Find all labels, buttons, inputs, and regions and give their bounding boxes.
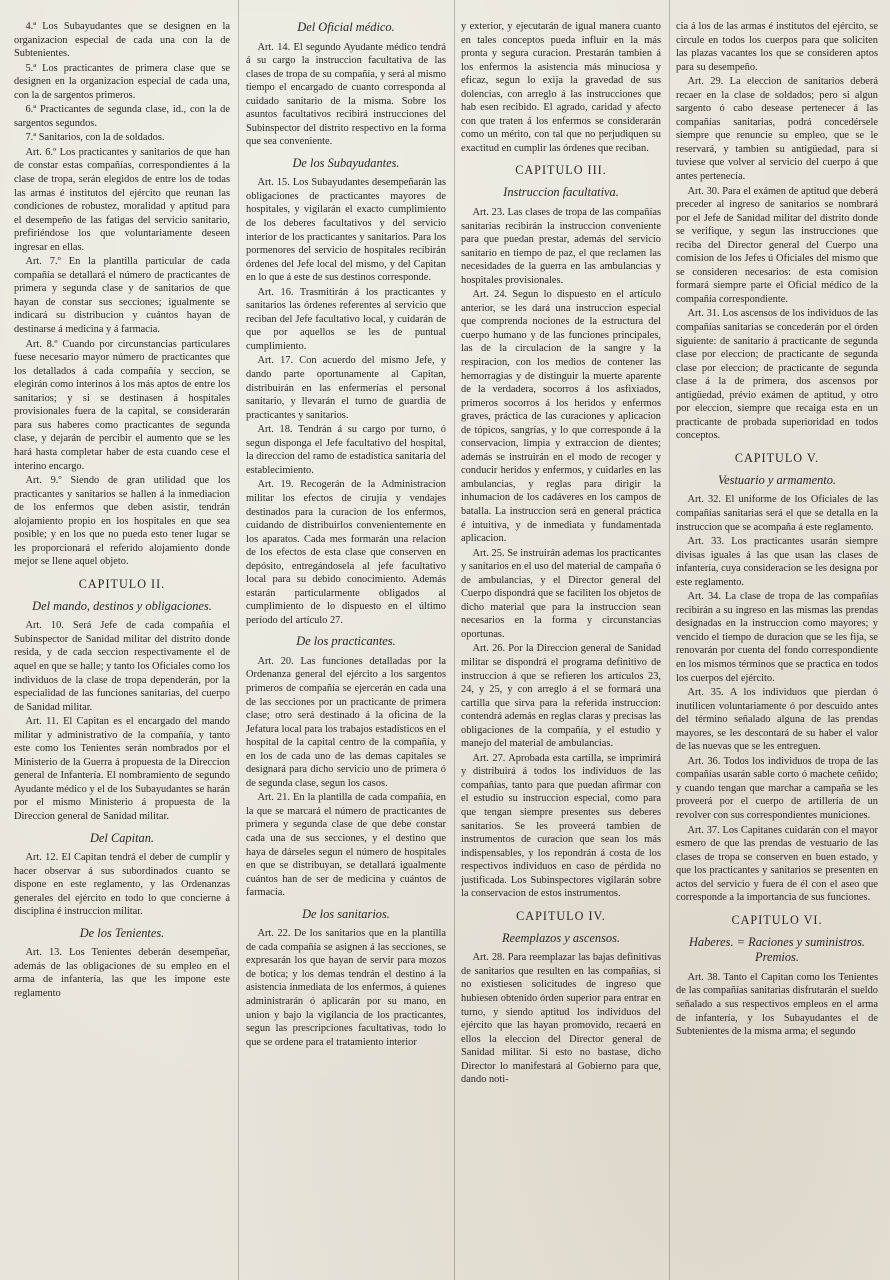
- section-heading: De los Subayudantes.: [292, 155, 400, 170]
- paragraph: Art. 7.º En la plantilla particular de cada compañía se detallará el número de practicantes de primera y segunda clase y de sanitarios de que hayan de constar sus secciones; igualmente se indicará su distribucion y cuántos hayan de destinarse á medicina y á farmacia.: [14, 256, 230, 336]
- chapter-heading: CAPITULO VI.: [731, 912, 823, 927]
- column-rule: [669, 0, 670, 1280]
- column-4: [676, 20, 878, 1270]
- section-heading: De los Tenientes.: [79, 925, 165, 940]
- paragraph: Art. 10. Será Jefe de cada compañía el Subinspector de Sanidad militar del distrito donde resida, y de cada seccion respectivamente el de aquel en que se halle; y tanto los Oficiales como los individuos de la clase de tropa dependerán, por la especialidad de las funciones sanitarias, del cuerpo de Sanidad militar.: [14, 620, 230, 713]
- paragraph: Art. 37. Los Capitanes cuidarán con el mayor esmero de que las prendas de vestuario de las clases de tropa se conserven en buen estado, y que los practicantes y sanitarios se presenten en actos del servicio y fuera de él con el aseo que corresponde a la importancia de sus funciones.: [676, 824, 878, 904]
- section-heading: De los practicantes.: [296, 634, 396, 649]
- paragraph: Art. 38. Tanto el Capitan como los Tenientes de las compañías sanitarias disfrutarán el sueldo señalado a sus respectivos empleos en el arma de infantería, y los Subayudantes el de Subtenientes de la misma arma; el segundo: [676, 971, 878, 1038]
- column-2: [246, 20, 446, 1270]
- chapter-heading: CAPITULO II.: [78, 576, 166, 591]
- paragraph: Art. 23. Las clases de tropa de las compañías sanitarias recibirán la instruccion conveniente para que puedan prestar, además del servicio sanitario en tiempo de paz, el que reclamen las necesidades de la guerra en las ambulancias y hospitales provisionales.: [461, 206, 661, 286]
- paragraph: Art. 22. De los sanitarios que en la plantilla de cada compañía se asignen á las secciones, se expresarán los que hayan de servir para mozos de botica; y los demas tendrán el destino á la asistencia inmediata de los enfermos, á quienes administrarán ó aplicarán por su mano, en union y bajo la vigilancia de los practicantes, segun las prescripciones facultativas, todo lo que se ordene para el tratamiento interior: [246, 928, 446, 1048]
- paragraph: Art. 35. A los individuos que pierdan ó inutilicen voluntariamente ó por descuido antes del término señalado alguna de las prendas mayores, se les descontará de su haber el valor de las nuevas que se les entreguen.: [676, 687, 878, 753]
- column-3: [461, 20, 661, 1270]
- paragraph: Art. 33. Los practicantes usarán siempre divisas iguales á las que usan las clases de infantería, cuya consideracion se les designa por este reglamento.: [676, 536, 878, 588]
- paragraph: Art. 29. La eleccion de sanitarios deberá recaer en la clase de soldados; pero si algun sargento ó cabo desease pertenecer á las compañías sanitarias, podrá concedérsele siempre que renuncie su empleo, que se le reservará, y tambien su antigüedad, para si tuviese que volver al servicio del cuerpo á que antes pertenecía.: [676, 76, 878, 183]
- chapter-title: Instruccion facultativa.: [503, 185, 619, 200]
- paragraph: 6.ª Practicantes de segunda clase, id., con la de sargentos segundos.: [14, 104, 230, 129]
- paragraph: Art. 8.º Cuando por circunstancias particulares fuese necesario mayor número de practicantes que los detallados á cada compañía y seccion, se elegirán como interinos á los más aptos de entre los sanitarios; y si se destinasen á hospitales provisionales fuera de la capital, se considerarán para sus haberes como practicantes de segunda clase, y dejarán de percibir el aumento que se les hará hasta completar haber de esta cuando cese el interino encargo.: [14, 338, 230, 472]
- paragraph: 7.ª Sanitarios, con la de soldados.: [25, 132, 165, 144]
- paragraph: 4.ª Los Subayudantes que se designen en la organizacion especial de cada una con la de Subtenientes.: [14, 21, 230, 60]
- paragraph: Art. 27. Aprobada esta cartilla, se imprimirá y distribuirá á todos los individuos de las compañías, tanto para que puedan afirmar con el estudio su instruccion especial, como para que tengan siempre presentes sus deberes sanitarios. Se les proveerá tambien de instrumentos de curacion que sean los más indispensables, y los repondrán á costa de los respectivos individuos en caso de pérdida no justificada. Los Subinspectores vigilarán sobre la conservacion de estos instrumentos.: [461, 752, 661, 900]
- chapter-title: Reemplazos y ascensos.: [501, 930, 621, 945]
- paragraph: Art. 21. En la plantilla de cada compañía, en la que se marcará el número de practicantes de primera y segunda clase de que debe constar cada una de sus secciones, y el destino que haya de dárseles segun el número de hospitales en que se distribuyan, se detallará igualmente cuántos han de ser de medicina y cuántos de farmacia.: [246, 792, 446, 899]
- paragraph: Art. 15. Los Subayudantes desempeñarán las obligaciones de practicantes mayores de hospitales, y vigilarán el exacto cumplimiento de los deberes facultativos y del servicio interior de los practicantes y sanitarios. Para los pormenores del servicio de hospitales recibirán órdenes del Jefe local del mismo, y del Capitan en lo que á este de sus destinos corresponde.: [246, 177, 446, 284]
- paragraph: Art. 34. La clase de tropa de las compañías recibirán a su ingreso en las mismas las prendas designadas en la instruccion como mayores; y vencido el tiempo de duracion que se les fija, se renovarán por cuenta del fondo correspondiente en los mismos términos que se practica en todos los cuerpos del ejército.: [676, 591, 878, 684]
- chapter-heading: CAPITULO V.: [734, 450, 820, 465]
- chapter-title: Del mando, destinos y obligaciones.: [32, 598, 212, 613]
- chapter-title: Haberes. = Raciones y suministros. Premios.: [688, 934, 866, 965]
- chapter-heading: CAPITULO III.: [515, 163, 607, 178]
- paragraph-continued: cia á los de las armas é institutos del ejército, se circule en todos los cuerpos para que soliciten las plazas vacantes los que se consideren aptos para su desempeño.: [676, 21, 878, 73]
- paragraph: Art. 25. Se instruirán ademas los practicantes y sanitarios en el uso del material de campaña ó de ambulancias, y el Director general del Cuerpo dispondrá que se faciliten los objetos de dicho material que para la instruccion sean necesarios en la forma y circunstancias oportunas.: [461, 547, 661, 640]
- paragraph: Art. 30. Para el exámen de aptitud que deberá preceder al ingreso de sanitarios se nombrará por el Jefe de Sanidad militar del distrito donde se verifique, y segun las instrucciones que reciba del Director general del Cuerpo una comision de los Jefes ú Oficiales del mismo que se consideren necesarios: de esta comision formará siempre parte el Oficial médico de la compañía correspondiente.: [676, 185, 878, 305]
- paragraph: Art. 13. Los Tenientes deberán desempeñar, además de las obligaciones de su empleo en el arma de infantería, las que les impone este reglamento: [14, 947, 230, 999]
- paragraph: Art. 12. El Capitan tendrá el deber de cumplir y hacer observar á sus subordinados cuanto se dispone en este reglamento, y las Ordenanzas generales del ejército en todo lo que concierne á disciplina é instruccion militar.: [14, 852, 230, 918]
- paragraph: Art. 16. Trasmitirán á los practicantes y sanitarios las órdenes referentes al servicio que reciban del Jefe facultativo local, y cuidarán de que por aquellos se les de puntual cumplimiento.: [246, 286, 446, 352]
- paragraph: Art. 11. El Capitan es el encargado del mando militar y administrativo de la compañía, y tanto este como los Tenientes serán nombrados por el Ministerio de la Guerra á propuesta de la Direccion general de Infantería. El nombramiento de segundo Ayudante médico y el de los Subayudantes se harán por el mismo Ministerio á propuesta de la Direccion general de Sanidad militar.: [14, 716, 230, 823]
- paragraph: Art. 17. Con acuerdo del mismo Jefe, y dando parte oportunamente al Capitan, distribuirán en las enfermerías el personal sanitario, y llevarán el turno de guardia de practicantes y sanitarios.: [246, 355, 446, 421]
- column-rule: [238, 0, 239, 1280]
- section-heading: Del Oficial médico.: [297, 20, 395, 34]
- column-1: [14, 20, 230, 1270]
- section-heading: De los sanitarios.: [302, 906, 390, 921]
- chapter-heading: CAPITULO IV.: [516, 908, 606, 923]
- paragraph: Art. 9.º Siendo de gran utilidad que los practicantes y sanitarios se hallen á la inmediacion de los enfermos que deben asistir, tendrán alojamiento propio en los hospitales en que sea posible; y en los que no pueda esto tener lugar se les proporcionará el referido alojamiento donde mejor se llene aquel objeto.: [14, 475, 230, 568]
- paragraph: Art. 32. El uniforme de los Oficiales de las compañías sanitarias será el que se detalla en la instruccion que se acompaña á este reglamento.: [676, 494, 878, 533]
- paragraph: Art. 31. Los ascensos de los individuos de las compañías sanitarias se concederán por el órden siguiente: de sanitario á practicante de segunda clase por eleccion; de practicante de segunda clase por eleccion; de practicante de segunda clase á la de primera, dos ascensos por antigüedad, prévio exámen de aptitud, y otro por eleccion, siempre que recaiga esta en un practicante de probada superioridad en todos conceptos.: [676, 308, 878, 442]
- paragraph: Art. 36. Todos los individuos de tropa de las compañías usarán sable corto ó machete ceñido; y cuando tengan que marchar a campaña se les proveerá por el cuerpo de artillería de un revolver con sus correspondientes municiones.: [676, 755, 878, 822]
- paragraph: Art. 14. El segundo Ayudante médico tendrá á su cargo la instruccion facultativa de las clases de tropa de su compañía, y será al mismo tiempo el encargado de cuanto corresponda al cuidado sanitario de la misma. Sobre los asuntos facultativos recibirá instrucciones del Subinspector del distrito respectivo en la forma que sea conveniente.: [246, 41, 446, 148]
- chapter-title: Vestuario y armamento.: [717, 472, 837, 487]
- paragraph: 5.ª Los practicantes de primera clase que se designen en la organizacion especial de cada una, con la de sargentos primeros.: [14, 62, 230, 101]
- paragraph: Art. 18. Tendrán á su cargo por turno, ó segun disponga el Jefe facultativo del hospital, la direccion del ramo de estadística sanitaria del establecimiento.: [246, 424, 446, 476]
- paragraph: Art. 26. Por la Direccion general de Sanidad militar se dispondrá el programa definitivo de instruccion á que se refieren los artículos 23, 24, y 25, y con arreglo á el se formará una cartilla que sirva para la referida instruccion: contendrá además en reglas claras y precisas las obligaciones de la compañía, y el estudio y manejo del material de ambulancias.: [461, 643, 661, 750]
- section-heading: Del Capitan.: [89, 830, 155, 845]
- paragraph-continued: y exterior, y ejecutarán de igual manera cuanto en tales conceptos pueda influir en la más pronta y segura curacion. Prestarán tambien á los enfermos la asistencia más minuciosa y eficaz, segun lo exija la gravedad de sus dolencias, con arreglo á las instrucciones que hab esen recibido. El agrado, caridad y afecto con que traten á los enfermos se considerarán como un mérito, con tal que no perjudiquen su exactitud en cumplir las órdenes que reciban.: [461, 21, 661, 154]
- paragraph: Art. 24. Segun lo dispuesto en el artículo anterior, se les dará una instruccion especial que comprenda nociones de la estructura del cuerpo humano y de las funciones principales, las de la circulacion de la sangre y la respiracion, con los medios de contener las hemorragias y de distinguir la muerte aparente de la verdadera, socorros á los asfixiados, primeros socorros á los heridos y enfermos graves, práctica de las curaciones y aplicacion de tópicos, sangrías, y lo que corresponde á la conservacion, limpia y extraccion de dientes; además se instruirán en el modo de recoger y conducir heridos y enfermos, y cuidarles en las ambulancias, y reglas para dirigir la inhumacion de los cadáveres en los campos de batalla. La instruccion será en general práctica é intuitiva, y de inmediata y fundamentada aplicacion.: [461, 289, 661, 545]
- paragraph: Art. 19. Recogerán de la Administracion militar los efectos de cirujía y vendajes destinados para la curacion de los enfermos, cuidando de distribuirlos convenientemente en los aparatos. Cada mes formarán una relacion de los efectos de esta clase que conserven en depósito, entregándosela al jefe facultativo local para su debido conocimiento. Además estarán particularmente obligados al cumplimiento de lo dispuesto en el último período del artículo 27.: [246, 479, 446, 626]
- paragraph: Art. 6.º Los practicantes y sanitarios de que han de constar estas compañías, correspondientes á la clase de tropa, serán elegidos de entre los de todas las armas é institutos del ejército que reunan las condiciones de robustez, moralidad y aptitud para el desempeño de las fatigas del servicio sanitario, prefiriéndose los que voluntariamente deseen ingresar en ellas.: [14, 146, 230, 253]
- column-rule: [454, 0, 455, 1280]
- paragraph: Art. 20. Las funciones detalladas por la Ordenanza general del ejército a los sargentos primeros de compañía se ejercerán en cada una de las secciones por un practicante de primera clase; otro será destinado á la oficina de la Jefatura local para los trabajos estadísticos en el hospital de la capital centro de la compañía, y en los de cada uno de las demas capitales se designará para dicho servicio uno de primera ó de segunda clase, segun los casos.: [246, 655, 446, 789]
- paragraph: Art. 28. Para reemplazar las bajas definitivas de sanitarios que resulten en las compañías, si no existiesen solicitudes de ingreso que hubiesen obtenido órden superior para entrar en turno, y siendo aptitud los individuos del ejército que las hayan promovido, recaerá en ellos la eleccion del Director general de Sanidad militar. Si esto no bastase, dicho Director lo manifestará al Gobierno para que, dando noti-: [461, 952, 661, 1086]
